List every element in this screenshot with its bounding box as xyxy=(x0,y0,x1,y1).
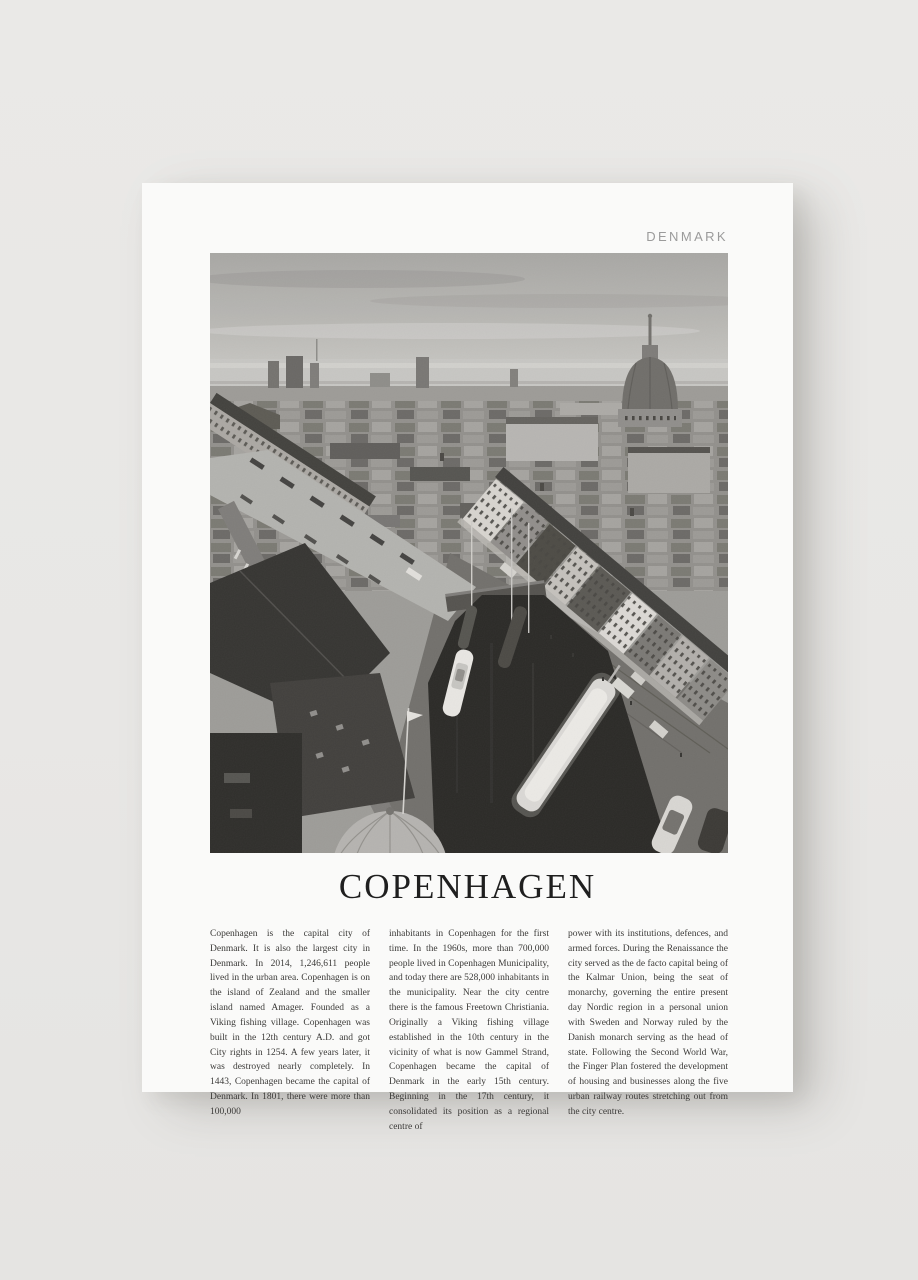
text-column-2: inhabitants in Copenhagen for the first time. In the 1960s, more than 700,000 people lived in Copenhagen Municipality, and today there are 528,000 inhabitants in the municipality. Near the city centre there is the famous Freetown Christiania. Originally a Viking fishing village established in the 10th century in the vicinity of what is now Gammel Strand, Copenhagen became the capital of Denmark in the early 15th century. Beginning in the 17th century, it consolidated its position as a regional centre of xyxy=(389,929,549,1132)
country-label: DENMARK xyxy=(646,229,728,244)
photo-frame xyxy=(210,253,728,853)
poster xyxy=(142,183,793,1132)
copenhagen-nyhavn-aerial-photo xyxy=(210,253,728,853)
text-column-3: power with its institutions, defences, and armed forces. During the Renaissance the city served as the de facto capital being of the Kalmar Union, being the seat of monarchy, governing the entire present day Nordic region in a personal union with Sweden and Norway ruled by the Danish monarch serving as the head of state. Following the Second World War, the Finger Plan fostered the development of housing and businesses along the five urban railway routes stretching out from the city centre. xyxy=(568,929,728,1117)
body-text-columns xyxy=(210,927,728,1134)
text-column-1: Copenhagen is the capital city of Denmark. It is also the largest city in Denmark. In 2014, 1,246,611 people lived in the urban area. Copenhagen is on the island of Zealand and the smaller island named Amager. Founded as a Viking fishing village. Copenhagen was built in the 12th century A.D. and got City rights in 1254. A few years later, it was destroyed nearly completely. In 1443, Copenhagen became the capital of Denmark. In 1801, there were more than 100,000 xyxy=(210,929,370,1117)
poster-title: COPENHAGEN xyxy=(338,867,597,906)
